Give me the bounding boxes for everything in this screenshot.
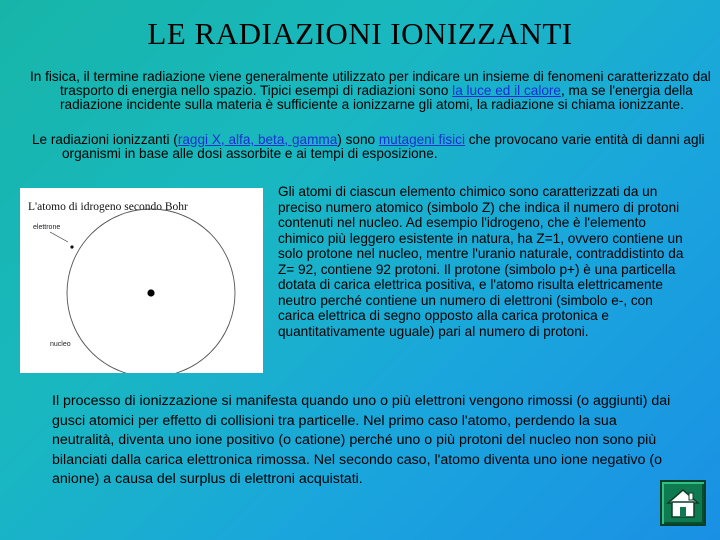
electron (70, 245, 73, 248)
electron-label: elettrone (33, 224, 61, 231)
nucleus (147, 289, 154, 296)
bohr-atom-figure (20, 188, 263, 373)
home-icon (662, 482, 704, 524)
ionizing-text-b: ) sono (337, 132, 379, 147)
intro-text-b: , ma se l'energia della radiazione incidente sulla materia è sufficiente a ionizzarne gli atomi, la radiazione si chiama ionizzante. (60, 83, 693, 113)
nucleus-label: nucleo (50, 341, 71, 348)
electron-pointer (50, 232, 68, 242)
intro-text-a: In fisica, il termine radiazione viene generalmente utilizzato per indicare un insieme di fenomeni caratterizzato dal trasporto di energia nello spazio. Tipici esempi di radiazioni sono (30, 69, 711, 99)
link-raggi[interactable]: raggi X, alfa, beta, gamma (177, 132, 338, 147)
intro-paragraph (30, 70, 720, 113)
ionizing-paragraph (32, 133, 720, 161)
ionizing-text-c: che provocano varie entità di danni agli organismi in base alle dosi assorbite e ai tempi di esposizione. (62, 132, 705, 162)
ionization-process-paragraph: Il processo di ionizzazione si manifesta quando uno o più elettroni vengono rimossi (o aggiunti) dai gusci atomici per effetto di collisioni tra particelle. Nel primo caso l'atomo, perdendo la sua neutralità, diventa uno ione positivo (o catione) perché uno o più protoni del nucleo non sono più bilanciati dalla carica elettronica rimossa. Nel secondo caso, l'atomo diventa uno ione negativo (o anione) a causa del surplus di elettroni acquistati. (52, 393, 671, 487)
ionizing-text-a: Le radiazioni ionizzanti ( (32, 132, 178, 147)
link-luce-calore[interactable]: la luce ed il calore (452, 83, 561, 99)
home-button[interactable] (660, 480, 706, 526)
page-title: LE RADIAZIONI IONIZZANTI (147, 16, 573, 51)
atomic-number-paragraph: Gli atomi di ciascun elemento chimico sono caratterizzati da un preciso numero atomico (simbolo Z) che indica il numero di protoni contenuti nel nucleo. Ad esempio l'idrogeno, che è l'elemento chimico più leggero esistente in natura, ha Z=1, ovvero contiene un solo protone nel nucleo, mentre l'uranio naturale, contraddistinto da Z= 92, contiene 92 protoni. Il protone (simbolo p+) è una particella dotata di carica elettrica positiva, e l'atomo risulta elettricamente neutro perché contiene un numero di elettroni (simbolo e-, con carica elettrica di segno opposto alla carica protonica e quantitativamente uguale) pari al numero di protoni. (278, 184, 684, 339)
link-mutageni-fisici[interactable]: mutageni fisici (378, 132, 465, 147)
figure-caption: L'atomo di idrogeno secondo Bohr (28, 201, 188, 213)
